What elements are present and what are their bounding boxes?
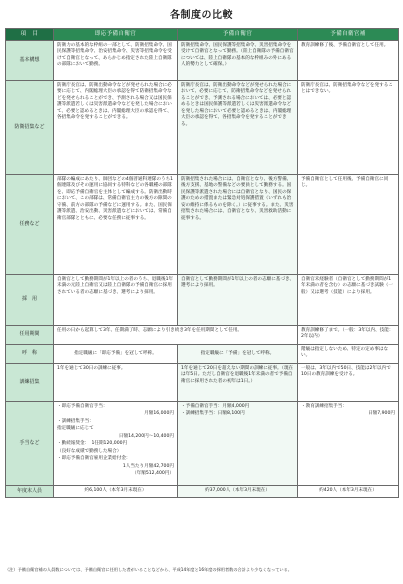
table-row-allowances	[6, 401, 399, 485]
cell-text: （良好な成績で勤務した場合）	[57, 448, 122, 454]
cell-text: 自衛官として勤務期間が1年以上の者の志願に基づき、選考により採用。	[181, 276, 294, 289]
cell-text: 1年を通じて20日を超えない期間の訓練に従事。（現在は年5日。ただし自衛官を退職後1年未満の者で予備自衛官に採用された者の初年は1日。）	[181, 365, 294, 384]
cell-text: 防衛招集命令、国民保護等招集命令、災害招集命令を受けて自衛官となって勤務。（陸上自衛隊の予備自衛官については、陸上自衛隊の基本的な枠組みの外にある人的勢力として確保。）	[181, 42, 294, 68]
cell-allowances-col2	[178, 401, 298, 485]
footnote: （注）予備自衛官補の人員数については、予備自衛官に任用した者がいることなどから、平成14年度と16年度の採用者数の合計より少なくなっている。	[5, 567, 292, 572]
row-label: 任用期間	[6, 325, 54, 344]
cell-recruitment-col3	[298, 274, 399, 325]
row-label: 訓練招集	[6, 363, 54, 401]
cell-defense-call-col2	[178, 80, 298, 174]
cell-text: 教育訓練修了まで。（一般：3年以内、技能：2年以内）	[301, 327, 394, 340]
cell-text: 防衛庁長官は、防衛出動命令などが発せられた場合において、必要に応じて、防衛招集命令などを発せられることができ、予測される場合においては、必要と認めるときは国民保護等派遣若しくは災害派遣命令などを発した場合において必要と認めるときは、内閣総理大臣の承認を得て、各招集命令を発することができる。	[181, 82, 292, 127]
table-header-row	[6, 29, 399, 41]
cell-text: ・勤続報奨金： 1任期120,000円	[57, 441, 128, 447]
cell-text: 教育訓練修了後、予備自衛官として任用。	[301, 42, 389, 48]
cell-basic-concept-col2	[178, 40, 298, 80]
cell-allowances-col3	[298, 401, 399, 485]
cell-year-end-personnel-col3	[298, 485, 399, 497]
cell-designation-col2	[178, 344, 298, 363]
cell-text: 約37,000人（本年3月末現在）	[205, 488, 270, 494]
table-row-defense-call	[6, 80, 399, 174]
row-label: 年度末人員	[6, 485, 54, 497]
table-row-appointment-term	[6, 325, 399, 344]
table-row-year-end-personnel	[6, 485, 399, 497]
cell-text: 約420人（本年3月末現在）	[319, 488, 377, 494]
cell-text: 防衛庁長官は、防衛招集命令などを発することはできない。	[301, 82, 393, 95]
table-row-designation	[6, 344, 399, 363]
cell-training-call-col3	[298, 363, 399, 401]
header-col-1: 即応予備自衛官	[54, 29, 178, 41]
cell-text: 一般は、3年以内で50日、技能は2年以内で10日の教育訓練を受ける。	[301, 365, 391, 378]
cell-recruitment-col2	[178, 274, 298, 325]
cell-text: 1人当たり月額42,700円	[122, 463, 174, 469]
table-row-training-call	[6, 363, 399, 401]
cell-defense-call-col1	[54, 80, 178, 174]
cell-missions-col3	[298, 174, 399, 274]
cell-text: 防衛招集された場合には、自衛官となり、後方警備、後方支援、基地の警備などの要員として勤務する。国民保護等派遣された場合には自衛官となり、国民の保護のための措置または緊急対処保護措置（いずれも治安の維持に係るものを除く。）に従事する。また、災害招集された場合には、自衛官となり、災害救助活動に従事する。	[181, 176, 294, 221]
cell-text: ・予備自衛官手当：月額4,000円	[181, 403, 250, 409]
cell-basic-concept-col1	[54, 40, 178, 80]
cell-text: 防衛力の基本的な枠組の一部として、防衛招集命令、国民保護等招集命令、治安招集命令、災害等招集命令を受けて自衛官となって、あらかじめ指定された陸上自衛隊の部隊において勤務。	[57, 42, 172, 68]
cell-text: 防衛庁長官は、防衛出動命令などが発せられた場合に必要に応じて、内閣総理大臣の承認を得て防衛招集命令などを発せられることができ、予測される場合又は国民保護等派遣若しくは災害派遣命令などを発した場合において、必要と認めるときは、内閣総理大臣の承認を得て、各招集命令を発することができる。	[57, 82, 172, 121]
table-row-missions	[6, 174, 399, 274]
cell-designation-col3	[298, 344, 399, 363]
header-item: 項 目	[6, 29, 54, 41]
cell-missions-col2	[178, 174, 298, 274]
page-title: 各制度の比較	[170, 10, 233, 21]
cell-text: 自衛官未経験者（自衛官として勤務期間が1年未満の者を含む）の志願に基づき試験（一般）又は選考（技能）により採用。	[301, 276, 393, 295]
cell-allowances-col1	[54, 401, 178, 485]
cell-text: 日額14,200円〜10,400円	[118, 433, 174, 439]
cell-text: ・訓練招集手当：日額8,100円	[181, 411, 245, 417]
cell-designation-col1	[54, 344, 178, 363]
cell-text: 指定職級に応じて	[57, 426, 94, 432]
cell-appointment-term-col3	[298, 325, 399, 344]
row-label: 手当など	[6, 401, 54, 485]
cell-text: 約6,100人（本年3月末現在）	[84, 488, 147, 494]
cell-basic-concept-col3	[298, 40, 399, 80]
cell-text: ・訓練招集手当：	[57, 418, 94, 424]
row-label: 採 用	[6, 274, 54, 325]
row-label: 防衛招集など	[6, 80, 54, 174]
cell-missions-col1	[54, 174, 178, 274]
cell-text: 指定職級に「予備」を冠して呼称。	[200, 350, 275, 356]
cell-training-call-col1	[54, 363, 178, 401]
cell-text: ・即応予備自衛官手当：	[57, 403, 108, 409]
cell-year-end-personnel-col1	[54, 485, 178, 497]
cell-defense-call-col3	[298, 80, 399, 174]
cell-text: （年額512,400円）	[132, 471, 174, 477]
table-row-recruitment	[6, 274, 399, 325]
row-label: 呼 称	[6, 344, 54, 363]
cell-year-end-personnel-col2	[178, 485, 298, 497]
cell-text: 階級は指定しないため、特定の定め事はない。	[301, 346, 389, 359]
cell-text: 指定職級に「即応予備」を冠して呼称。	[74, 350, 157, 356]
cell-text: 月額16,000円	[144, 411, 174, 417]
row-label: 基本構想	[6, 40, 54, 80]
comparison-table	[5, 28, 399, 498]
cell-text: 日額7,900円	[368, 411, 395, 417]
cell-text: 1年を通じて30日の訓練に従事。	[57, 365, 126, 371]
table-row-basic-concept	[6, 40, 399, 80]
cell-text: ・教育訓練招集手当：	[301, 403, 347, 409]
cell-text: ・即応予備自衛官雇用企業給付金：	[57, 456, 131, 462]
cell-appointment-term-col1	[54, 325, 298, 344]
cell-text: 自衛官として勤務期間が1年以上の者のうち、退職後1年未満の元陸上自衛官又は陸上自衛隊の予備自衛官に採用されている者の志願に基づき、選考により採用。	[57, 276, 174, 295]
cell-recruitment-col1	[54, 274, 178, 325]
cell-text: 部隊の編成にあたり、師団などの4個普通科連隊のうち1個連隊及びその運用に協同する特科などの各職種の部隊を、即応予備自衛官を主体として編成する。防衛出動時において、この部隊は、常備自衛官主力の後方の隙間の守備、前方の部隊の予備などに運用する。また、国民保護等派遣、治安出動、災害派遣などにおいては、常備自衛官部隊とともに、必要な任務に従事する。	[57, 176, 174, 221]
cell-training-call-col2	[178, 363, 298, 401]
header-col-3: 予備自衛官補	[298, 29, 399, 41]
header-col-2: 予備自衛官	[178, 29, 298, 41]
cell-text: 任用の日から起算して3年、任期満了時、志願により引き続き3年を任用期間として任用。	[57, 327, 243, 333]
row-label: 任務など	[6, 174, 54, 274]
cell-text: 予備自衛官として任用後、予備自衛官に同じ。	[301, 176, 389, 189]
